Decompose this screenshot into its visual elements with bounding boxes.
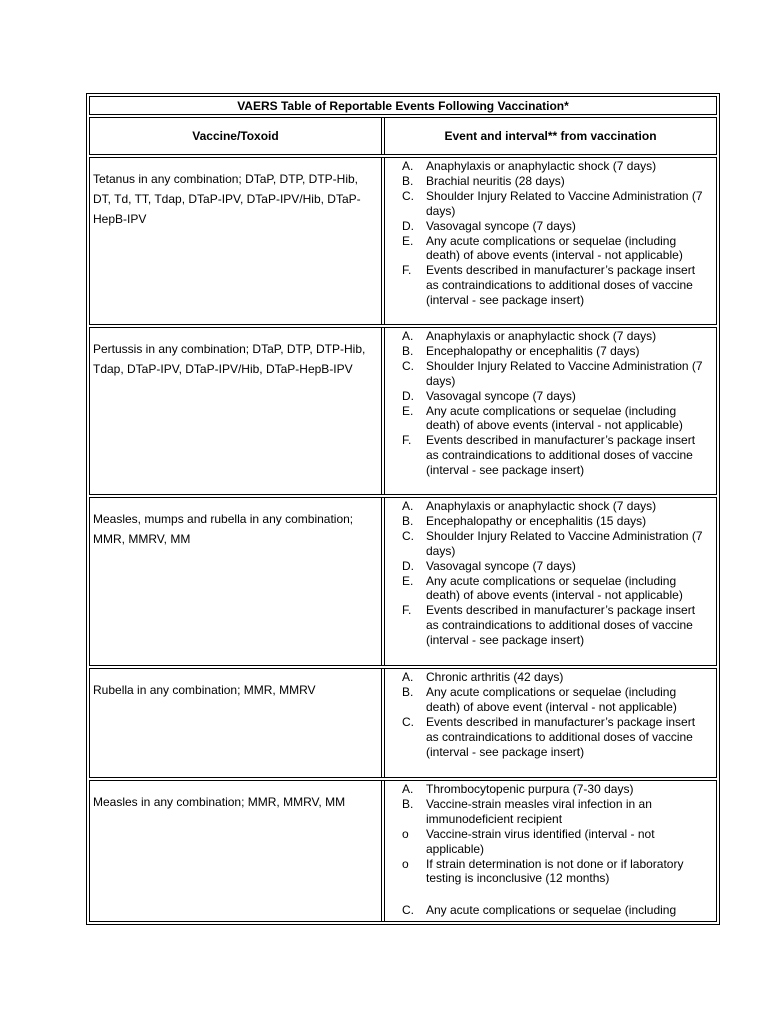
event-item [402,685,710,715]
event-text: Any acute complications or sequelae (including [426,903,677,918]
event-marker: B. [402,513,414,528]
event-item [402,174,710,189]
event-text: Shoulder Injury Related to Vaccine Administration (7 days) [426,528,703,558]
event-item [402,433,710,478]
event-item [402,670,710,685]
table-row [89,497,717,666]
vaccine-cell: Rubella in any combination; MMR, MMRV [90,669,382,777]
event-item [402,159,710,174]
event-marker: C. [402,528,414,543]
event-marker: D. [402,388,414,403]
event-text: Vaccine-strain virus identified (interval - not applicable) [426,826,655,856]
event-text: Events described in manufacturer’s package insert as contraindications to additional doses of vaccine (interval - see package insert) [426,433,696,478]
event-item [402,782,710,797]
event-item [402,903,710,918]
event-marker: E. [402,573,414,588]
event-marker: E. [402,233,414,248]
event-text: Events described in manufacturer’s package insert as contraindications to additional doses of vaccine (interval - see package insert) [426,714,696,759]
event-cell [384,781,716,921]
event-item [402,389,710,404]
event-text: If strain determination is not done or if laboratory testing is inconclusive (12 months) [426,856,684,886]
vaccine-cell: Pertussis in any combination; DTaP, DTP, DTP-Hib, Tdap, DTaP-IPV, DTaP-IPV/Hib, DTaP-HepB-IPV [90,328,382,494]
event-text: Vasovagal syncope (7 days) [426,558,576,573]
event-marker: o [402,856,409,871]
event-marker: o [402,826,409,841]
table-row [89,780,717,922]
vaccine-cell: Measles in any combination; MMR, MMRV, MM [90,781,382,921]
event-marker: F. [402,263,412,278]
event-text: Shoulder Injury Related to Vaccine Administration (7 days) [426,188,703,218]
event-item [402,404,710,434]
event-marker: B. [402,173,414,188]
event-text: Shoulder Injury Related to Vaccine Administration (7 days) [426,358,703,388]
event-cell [384,498,716,665]
event-item [402,797,710,827]
event-text: Brachial neuritis (28 days) [426,173,565,188]
event-text: Vaccine-strain measles viral infection in an immunodeficient recipient [426,796,652,826]
event-text: Encephalopathy or encephalitis (15 days) [426,513,647,528]
event-item [402,219,710,234]
event-marker: F. [402,603,412,618]
header-vaccine: Vaccine/Toxoid [90,118,382,154]
event-item [402,263,710,308]
event-marker: D. [402,558,414,573]
event-marker: A. [402,329,414,343]
event-marker: E. [402,403,414,418]
event-item [402,234,710,264]
event-marker: C. [402,903,414,918]
event-marker: B. [402,796,414,811]
event-text: Chronic arthritis (42 days) [426,670,564,684]
event-item [402,529,710,559]
event-marker: F. [402,433,412,448]
event-text: Encephalopathy or encephalitis (7 days) [426,343,640,358]
event-text: Anaphylaxis or anaphylactic shock (7 days) [426,329,657,343]
table-title: VAERS Table of Reportable Events Following Vaccination* [89,96,717,115]
event-item [402,189,710,219]
event-item [402,857,710,887]
event-text: Any acute complications or sequelae (including death) of above event (interval - not applicable) [426,684,677,714]
table-row [89,157,717,325]
event-item [402,499,710,514]
event-item [402,715,710,760]
event-text: Thrombocytopenic purpura (7-30 days) [426,782,634,796]
table-row [89,668,717,778]
event-item [402,344,710,359]
event-item [402,827,710,857]
event-item [402,514,710,529]
event-text: Any acute complications or sequelae (including death) of above events (interval - not applicable) [426,573,683,603]
event-text: Events described in manufacturer’s package insert as contraindications to additional doses of vaccine (interval - see package insert) [426,603,696,648]
table-header-row [89,117,717,155]
event-item [402,603,710,648]
event-text: Vasovagal syncope (7 days) [426,388,576,403]
vaers-table [86,93,720,925]
event-marker: A. [402,499,414,513]
event-cell [384,158,716,324]
event-marker: D. [402,218,414,233]
event-marker: A. [402,670,414,684]
event-cell [384,328,716,494]
event-marker: C. [402,188,414,203]
event-item [402,359,710,389]
event-text: Events described in manufacturer’s package insert as contraindications to additional doses of vaccine (interval - see package insert) [426,263,696,308]
event-marker: C. [402,714,414,729]
event-marker: C. [402,358,414,373]
event-marker: A. [402,159,414,173]
vaccine-cell: Tetanus in any combination; DTaP, DTP, DTP-Hib, DT, Td, TT, Tdap, DTaP-IPV, DTaP-IPV/Hib, DTaP-HepB-IPV [90,158,382,324]
event-item [402,559,710,574]
event-text: Anaphylaxis or anaphylactic shock (7 days) [426,159,657,173]
event-text: Vasovagal syncope (7 days) [426,218,576,233]
event-marker: A. [402,782,414,796]
table-row [89,327,717,495]
event-text: Anaphylaxis or anaphylactic shock (7 days) [426,499,657,513]
event-marker: B. [402,684,414,699]
event-item [402,329,710,344]
header-event: Event and interval** from vaccination [384,118,716,154]
event-text: Any acute complications or sequelae (including death) of above events (interval - not applicable) [426,233,683,263]
event-cell [384,669,716,777]
event-text: Any acute complications or sequelae (including death) of above events (interval - not applicable) [426,403,683,433]
event-item [402,574,710,604]
vaccine-cell: Measles, mumps and rubella in any combination; MMR, MMRV, MM [90,498,382,665]
event-marker: B. [402,343,414,358]
